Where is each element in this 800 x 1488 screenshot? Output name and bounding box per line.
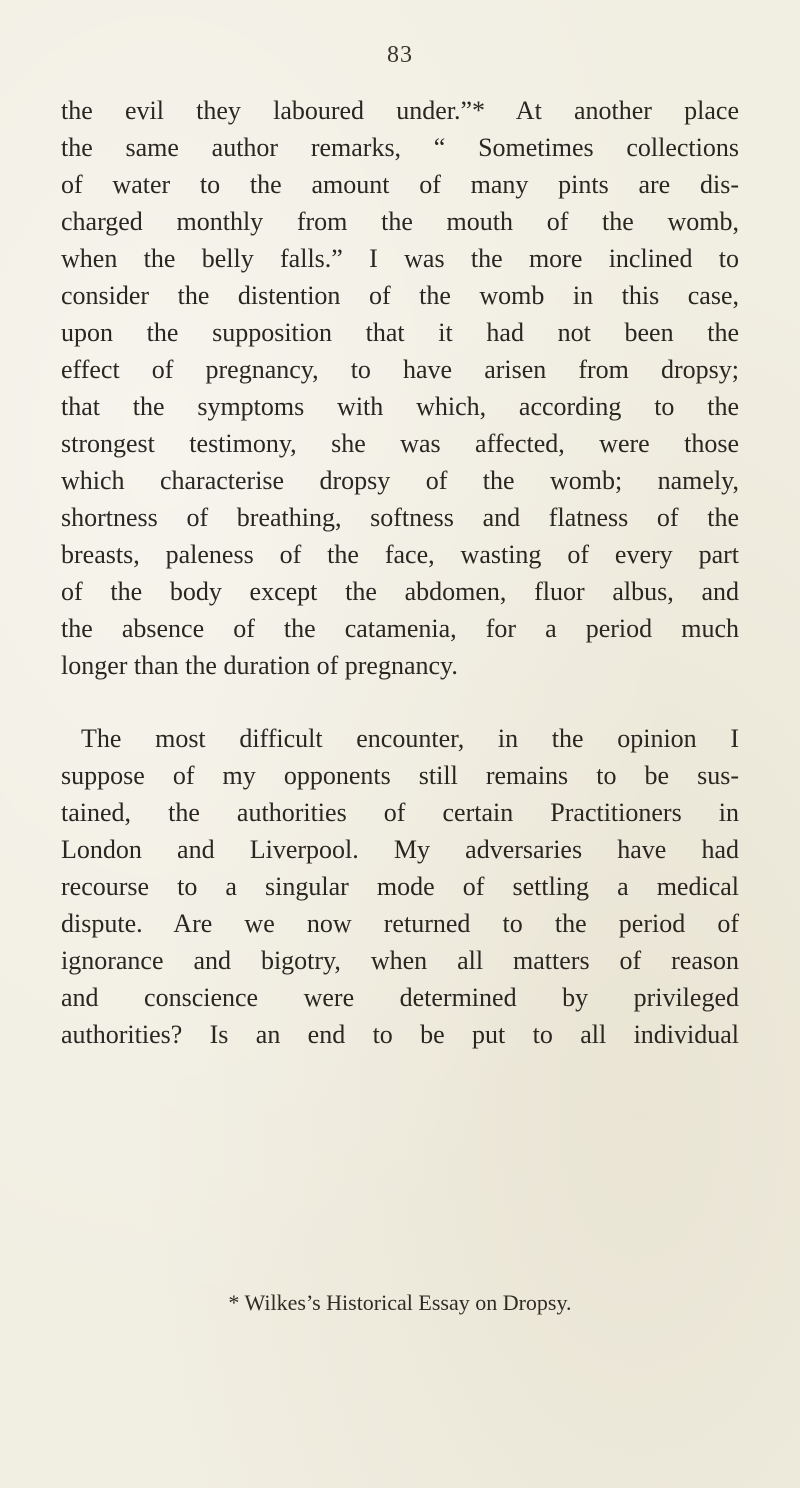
text-line: dispute. Are we now returned to the period of: [61, 909, 739, 938]
page-number: 83: [387, 42, 413, 68]
text-line: charged monthly from the mouth of the womb,: [61, 207, 739, 236]
text-line: the evil they laboured under.”* At another place: [61, 96, 739, 125]
text-line: which characterise dropsy of the womb; namely,: [61, 466, 739, 495]
text-line: strongest testimony, she was affected, were those: [61, 429, 739, 458]
body-text: [61, 92, 739, 1053]
text-line: The most difficult encounter, in the opinion I: [81, 724, 739, 753]
paragraph-gap: [61, 684, 739, 720]
text-line: consider the distention of the womb in this case,: [61, 281, 739, 310]
text-line: upon the supposition that it had not been the: [61, 318, 739, 347]
text-line: suppose of my opponents still remains to be sus-: [61, 761, 739, 790]
text-line: of water to the amount of many pints are dis-: [61, 170, 739, 199]
text-line: breasts, paleness of the face, wasting of every part: [61, 540, 739, 569]
text-line: when the belly falls.” I was the more inclined to: [61, 244, 739, 273]
text-line: and conscience were determined by privileged: [61, 983, 739, 1012]
text-line: London and Liverpool. My adversaries have had: [61, 835, 739, 864]
text-line: authorities? Is an end to be put to all individual: [61, 1020, 739, 1049]
text-line: ignorance and bigotry, when all matters of reason: [61, 946, 739, 975]
text-line: the absence of the catamenia, for a period much: [61, 614, 739, 643]
text-line: recourse to a singular mode of settling a medical: [61, 872, 739, 901]
text-line: the same author remarks, “ Sometimes collections: [61, 133, 739, 162]
text-line: shortness of breathing, softness and flatness of the: [61, 503, 739, 532]
text-line: that the symptoms with which, according to the: [61, 392, 739, 421]
text-line: effect of pregnancy, to have arisen from dropsy;: [61, 355, 739, 384]
text-line: of the body except the abdomen, fluor albus, and: [61, 577, 739, 606]
text-line: tained, the authorities of certain Practitioners in: [61, 798, 739, 827]
text-line: longer than the duration of pregnancy.: [61, 651, 458, 680]
footnote: * Wilkes’s Historical Essay on Dropsy.: [228, 1290, 572, 1315]
